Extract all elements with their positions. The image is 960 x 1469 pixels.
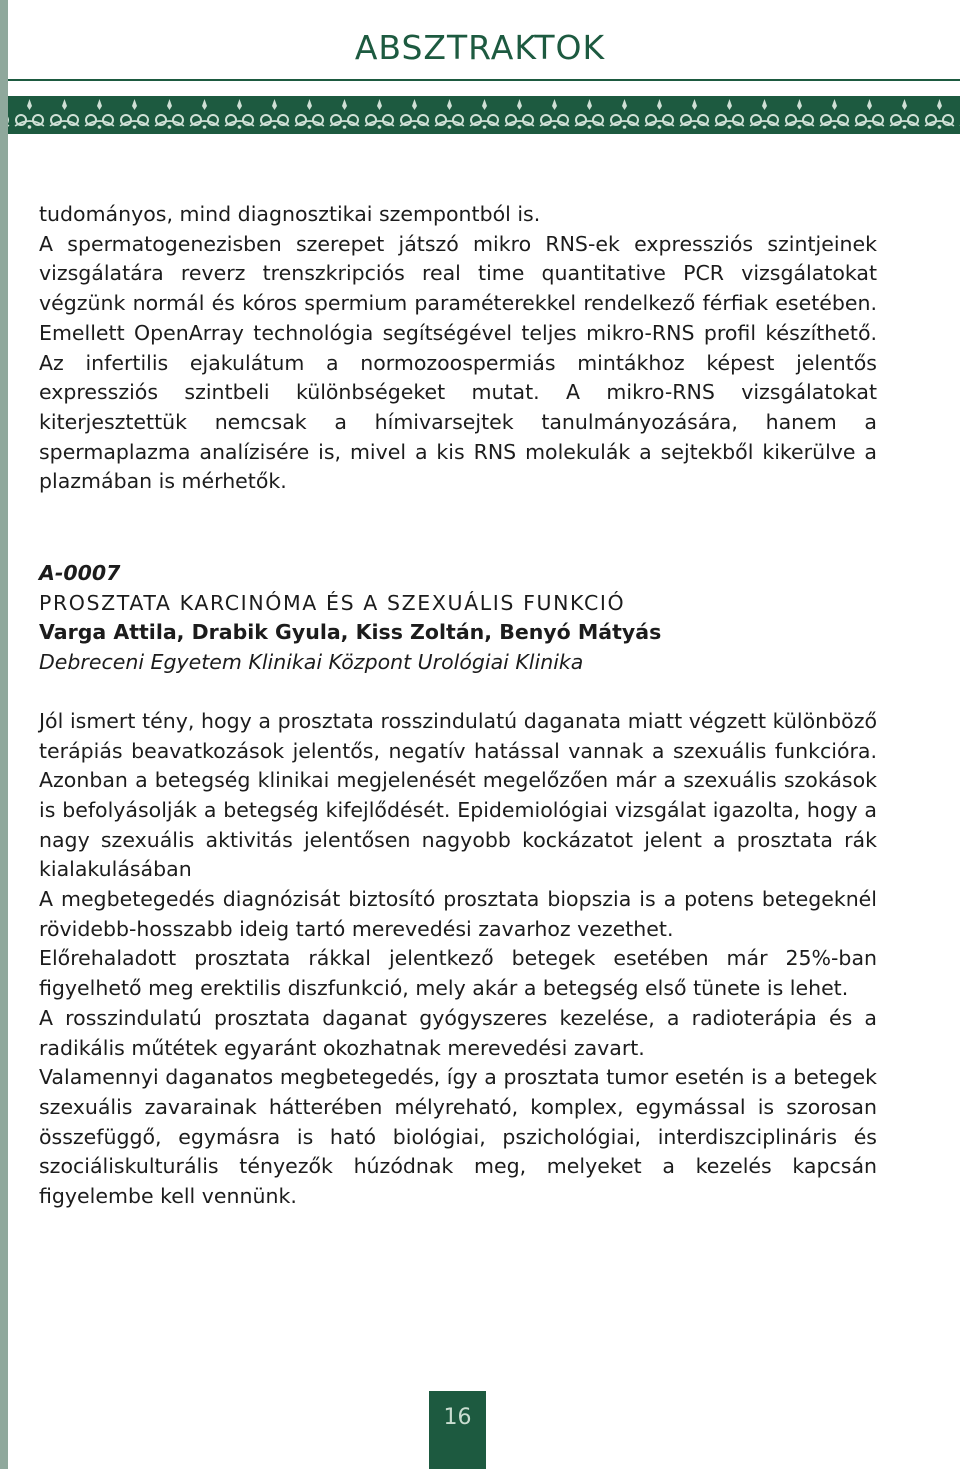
page-number: 16 <box>443 1405 472 1430</box>
abstract-paragraph-3: Előrehaladott prosztata rákkal jelentkező betegek esetében már 25%-ban figyelhető meg erektilis diszfunkció, mely akár a betegség első tünete is lehet. <box>39 946 877 1001</box>
abstract-body <box>39 707 877 1212</box>
abstract-affiliation: Debreceni Egyetem Klinikai Központ Urológiai Klinika <box>39 650 584 675</box>
page-content <box>39 200 877 1212</box>
abstract-paragraph-4: A rosszindulatú prosztata daganat gyógyszeres kezelése, a radioterápia és a radikális műtétek egyaránt okozhatnak merevedési zavart. <box>39 1005 877 1060</box>
abstract-paragraph-1: Jól ismert tény, hogy a prosztata rosszindulatú daganata miatt végzett különböző terápiás beavatkozások jelentős, negatív hatással vannak a szexuális funkcióra. Azonban a betegség klinikai megjelenését megelőzően már a szexuális szokások is befolyásolják a betegség kifejlődését. Epidemiológiai vizsgálat igazolta, hogy a nagy szexuális aktivitás jelentősen nagyobb kockázatot jelent a prosztata rák kialakulásában <box>39 708 877 882</box>
abstract-code: A-0007 <box>39 561 121 586</box>
abstract-authors: Varga Attila, Drabik Gyula, Kiss Zoltán, Benyó Mátyás <box>39 620 662 645</box>
abstract-paragraph-2: A megbetegedés diagnózisát biztosító prosztata biopszia is a potens betegeknél rövidebb-hosszabb ideig tartó merevedési zavarhoz vezethet. <box>39 887 877 941</box>
page-header-title: ABSZTRAKTOK <box>354 28 606 67</box>
ornament-band <box>8 96 960 134</box>
abstract-block <box>39 559 877 1212</box>
side-bar <box>0 0 8 1469</box>
page-number-box <box>429 1391 486 1469</box>
header-rule <box>8 79 960 81</box>
abstract-title: PROSZTATA KARCINÓMA ÉS A SZEXUÁLIS FUNKCIÓ <box>39 590 626 615</box>
continuation-paragraph-2: A spermatogenezisben szerepet játszó mikro RNS-ek expressziós szintjeinek vizsgálatára reverz trenszkripciós real time quantitative PCR vizsgálatokat végzünk normál és kóros spermium paraméterekkel rendelkező férfiak esetében. Emellett OpenArray technológia segítségével teljes mikro-RNS profil készíthető. Az infertilis ejakulátum a normozoospermiás mintákhoz képest jelentős expressziós szintbeli különbségeket mutat. A mikro-RNS vizsgálatokat kiterjesztettük nemcsak a hímivarsejtek tanulmányozására, hanem a spermaplazma analízisére is, mivel a kis RNS molekulák a sejtekből kikerülve a plazmában is mérhetők. <box>39 231 877 494</box>
abstract-paragraph-5: Valamennyi daganatos megbetegedés, így a prosztata tumor esetén is a betegek szexuális zavarainak hátterében mélyreható, komplex, egymással is szorosan összefüggő, egymásra is ható biológiai, pszichológiai, interdiszciplináris és szociáliskulturális tényezők húzódnak meg, melyeket a kezelés kapcsán figyelembe kell vennünk. <box>39 1065 877 1209</box>
continuation-paragraph-1: tudományos, mind diagnosztikai szempontból is. <box>39 202 541 226</box>
ornament-pattern-icon <box>8 96 960 134</box>
